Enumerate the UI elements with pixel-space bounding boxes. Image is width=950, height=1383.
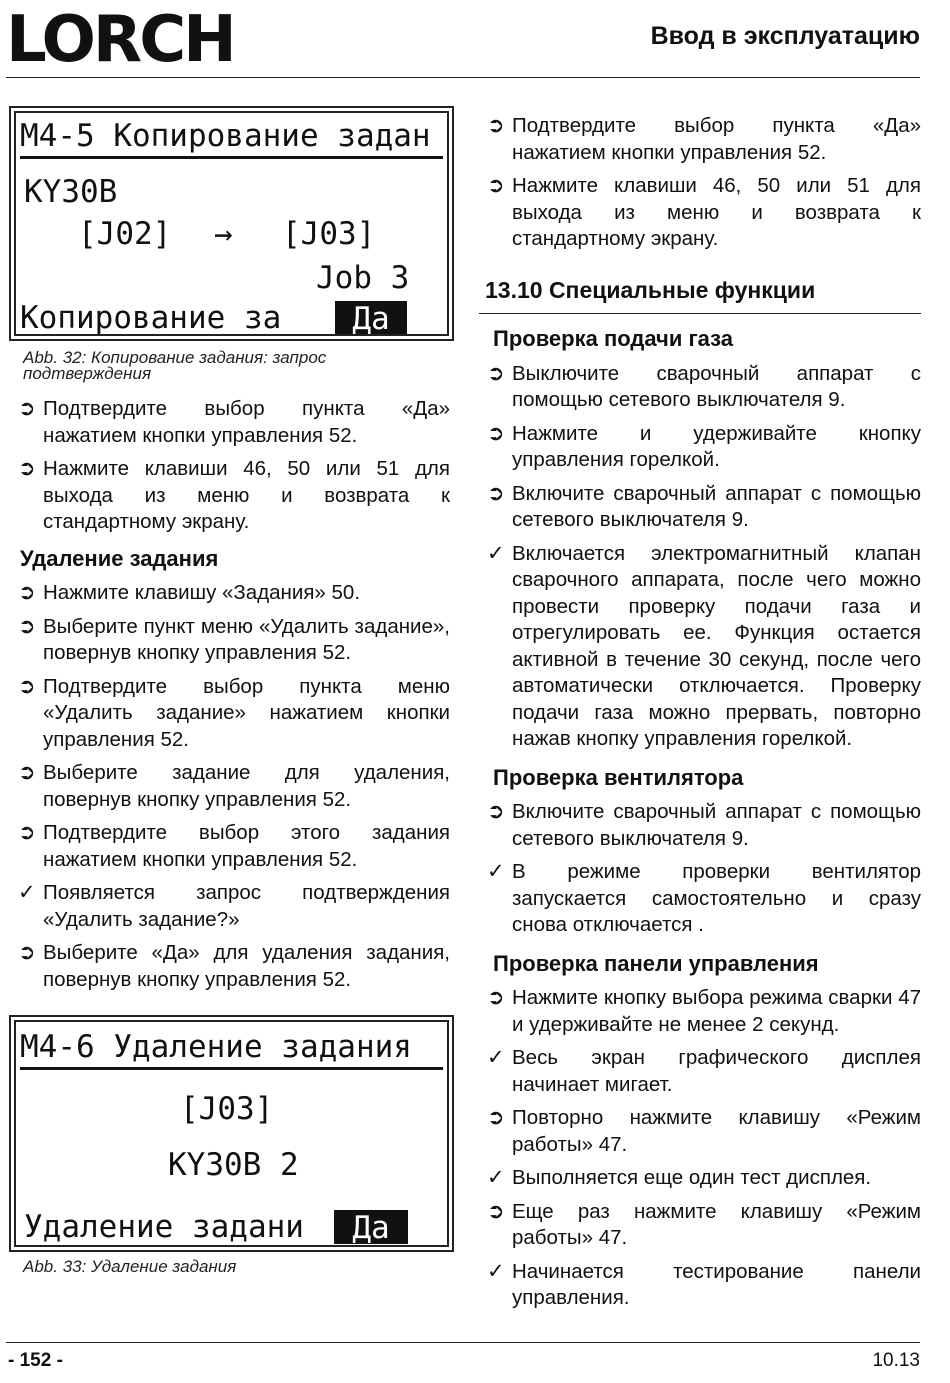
list-item	[18, 614, 450, 667]
list-item	[487, 361, 921, 414]
panel-check-heading: Проверка панели управления	[493, 950, 819, 976]
list-item-text: Еще раз нажмите клавишу «Режим работы» 47.	[512, 1199, 921, 1249]
lcd-job-number: [J03]	[180, 1091, 274, 1127]
document-version: 10.13	[872, 1350, 920, 1371]
section-title: Ввод в эксплуатацию	[650, 22, 920, 50]
arrow-bullet-icon: ➲	[18, 821, 36, 844]
fan-check-heading: Проверка вентилятора	[493, 764, 744, 790]
list-item	[487, 1165, 921, 1192]
list-item	[487, 421, 921, 474]
arrow-bullet-icon: ➲	[18, 457, 36, 480]
arrow-bullet-icon: ➲	[487, 986, 505, 1009]
lcd-from-job: [J02]	[78, 216, 172, 252]
arrow-right-icon: →	[214, 216, 233, 252]
lcd-title-rule	[20, 1067, 443, 1070]
list-item	[487, 173, 921, 253]
list-item-text: Подтвердите выбор пункта «Да» нажатием кнопки управления 52.	[43, 397, 450, 447]
list-item	[487, 799, 921, 852]
list-item-text: Появляется запрос подтверждения «Удалить задание?»	[43, 881, 450, 931]
lcd-prompt: Удаление задани	[24, 1209, 304, 1245]
list-item-text: Выберите «Да» для удаления задания, повернув кнопку управления 52.	[43, 941, 450, 991]
header-rule	[6, 77, 920, 78]
arrow-bullet-icon: ➲	[487, 421, 505, 445]
list-item	[18, 820, 450, 873]
list-item	[18, 580, 450, 607]
list-item-text: Весь экран графического дисплея начинает мигает.	[512, 1046, 921, 1096]
page-number: - 152 -	[8, 1350, 63, 1371]
lcd-to-job: [J03]	[282, 216, 376, 252]
arrow-bullet-icon: ➲	[487, 1106, 505, 1129]
lcd-prompt: Копирование за	[20, 300, 282, 336]
lcd-copy-job	[9, 106, 454, 341]
list-item	[18, 456, 450, 536]
list-item-text: Подтвердите выбор пункта меню «Удалить задание» нажатием кнопки управления 52.	[43, 674, 450, 751]
arrow-bullet-icon: ➲	[487, 800, 505, 823]
list-item	[18, 396, 450, 449]
figure-caption-32: Abb. 32: Копирование задания: запрос подтверждения	[23, 348, 327, 383]
delete-job-heading: Удаление задания	[20, 545, 219, 571]
list-item	[487, 985, 921, 1038]
arrow-bullet-icon: ➲	[487, 174, 505, 197]
list-item-text: Включается электромагнитный клапан сварочного аппарата, после чего можно провести проверку подачи газа и отрегулировать ее. Функция остается активной в течение 30 секунд, после чего автоматически отключается. Проверку подачи газа можно прервать, повторно нажав кнопку управления горелкой.	[512, 541, 921, 750]
arrow-bullet-icon: ➲	[18, 761, 36, 784]
list-item	[487, 859, 921, 939]
lcd-job-label: Job 3	[316, 260, 410, 296]
list-item-text: Включите сварочный аппарат с помощью сетевого выключателя 9.	[512, 800, 921, 850]
list-item-text: Нажмите клавишу «Задания» 50.	[43, 581, 361, 604]
list-item-text: Нажмите клавиши 46, 50 или 51 для выхода из меню и возврата к стандартному экрану.	[43, 457, 450, 533]
list-item	[487, 1045, 921, 1098]
arrow-bullet-icon: ➲	[18, 581, 36, 604]
gas-check-heading: Проверка подачи газа	[493, 326, 734, 351]
list-item	[487, 481, 921, 534]
checkmark-icon: ✓	[487, 1166, 505, 1189]
arrow-bullet-icon: ➲	[18, 614, 36, 638]
list-item-text: Подтвердите выбор этого задания нажатием кнопки управления 52.	[43, 821, 450, 871]
list-item-text: Нажмите кнопку выбора режима сварки 47 и удерживайте не менее 2 секунд.	[512, 986, 921, 1036]
arrow-bullet-icon: ➲	[487, 361, 505, 385]
right-column	[487, 113, 921, 1319]
lcd-job-name: KY30B 2	[168, 1147, 299, 1183]
list-item	[18, 940, 450, 993]
lcd-delete-job	[9, 1015, 454, 1252]
list-item-text: Выберите пункт меню «Удалить задание», повернув кнопку управления 52.	[43, 614, 450, 664]
lcd-title: M4-6 Удаление задания	[20, 1029, 412, 1065]
list-item	[18, 760, 450, 813]
list-item	[487, 1199, 921, 1252]
left-column-a	[18, 396, 450, 1000]
arrow-bullet-icon: ➲	[487, 114, 505, 137]
list-item-text: Выключите сварочный аппарат с помощью сетевого выключателя 9.	[512, 361, 921, 411]
footer-rule	[6, 1342, 920, 1343]
list-item	[487, 541, 921, 753]
lcd-yes-button: Да	[334, 1210, 408, 1244]
checkmark-icon: ✓	[18, 881, 36, 904]
lcd-line1: KY30B	[24, 174, 118, 210]
lcd-title: M4-5 Копирование задан	[20, 118, 431, 154]
arrow-bullet-icon: ➲	[18, 397, 36, 420]
checkmark-icon: ✓	[487, 1259, 505, 1283]
lcd-screen	[14, 111, 449, 336]
arrow-bullet-icon: ➲	[18, 674, 36, 698]
list-item-text: Включите сварочный аппарат с помощью сетевого выключателя 9.	[512, 481, 921, 531]
list-item-text: Повторно нажмите клавишу «Режим работы» 47.	[512, 1106, 921, 1156]
checkmark-icon: ✓	[487, 541, 505, 565]
arrow-bullet-icon: ➲	[18, 941, 36, 964]
arrow-bullet-icon: ➲	[487, 1199, 505, 1223]
list-item-text: Выполняется еще один тест дисплея.	[512, 1166, 872, 1189]
list-item-text: Нажмите и удерживайте кнопку управления горелкой.	[512, 421, 921, 471]
checkmark-icon: ✓	[487, 860, 505, 883]
list-item	[487, 113, 921, 166]
list-item-text: Начинается тестирование панели управления.	[512, 1259, 921, 1309]
list-item-text: В режиме проверки вентилятор запускается самостоятельно и сразу снова отключается .	[512, 860, 921, 936]
figure-caption-33: Abb. 33: Удаление задания	[23, 1257, 237, 1276]
list-item-text: Подтвердите выбор пункта «Да» нажатием кнопки управления 52.	[512, 114, 921, 164]
heading-rule	[479, 313, 921, 314]
lcd-screen	[14, 1020, 449, 1247]
list-item	[18, 674, 450, 754]
list-item-text: Выберите задание для удаления, повернув кнопку управления 52.	[43, 761, 450, 811]
checkmark-icon: ✓	[487, 1046, 505, 1069]
arrow-bullet-icon: ➲	[487, 481, 505, 505]
list-item	[18, 880, 450, 933]
list-item	[487, 1259, 921, 1312]
special-functions-heading: 13.10 Специальные функции	[485, 276, 816, 303]
list-item	[487, 1105, 921, 1158]
lcd-title-rule	[20, 156, 443, 159]
lorch-logo: LORCH	[6, 3, 234, 77]
lcd-yes-button: Да	[335, 301, 407, 335]
list-item-text: Нажмите клавиши 46, 50 или 51 для выхода из меню и возврата к стандартному экрану.	[512, 174, 921, 250]
